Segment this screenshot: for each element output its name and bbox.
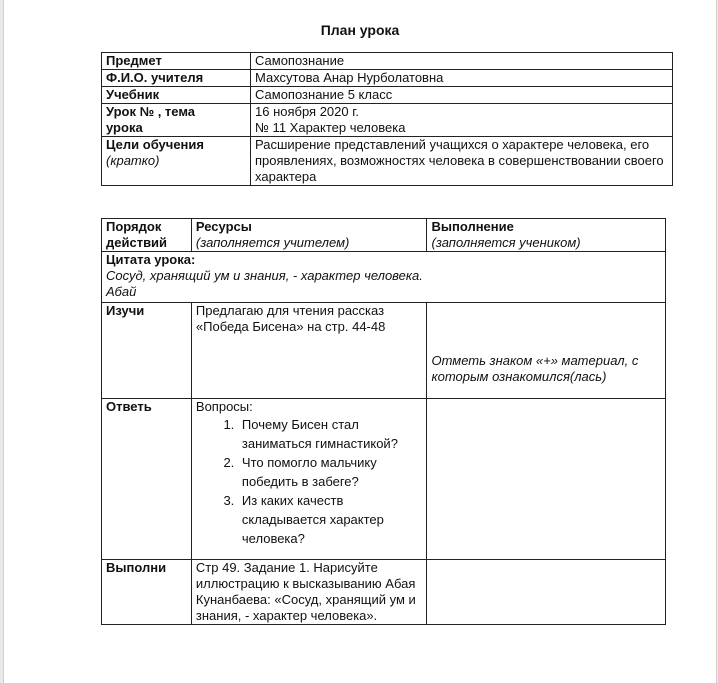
info-row-lesson [102, 104, 673, 137]
answer-execution [427, 399, 666, 560]
answer-label: Ответь [102, 399, 192, 560]
do-execution [427, 560, 666, 625]
page-title: План урока [320, 22, 400, 38]
plan-header-row [102, 219, 666, 252]
lesson-info-table [101, 52, 673, 186]
header-execution [427, 219, 666, 252]
study-execution-note: Отметь знаком «+» материал, с которым ознакомился(лась) [431, 353, 639, 384]
header-resources-hint: (заполняется учителем) [195, 235, 350, 250]
teacher-value: Махсутова Анар Нурболатовна [251, 70, 673, 87]
quote-cell [102, 252, 666, 303]
plan-do-row [102, 560, 666, 625]
lesson-plan-table [101, 218, 666, 625]
answer-resource [191, 399, 427, 560]
info-row-subject [102, 53, 673, 70]
header-order-line2: действий [106, 235, 168, 250]
info-row-goals [102, 137, 673, 186]
subject-label: Предмет [102, 53, 251, 70]
study-execution-cell [427, 303, 666, 399]
header-resources-title: Ресурсы [195, 219, 252, 234]
question-item: 3. Из каких качеств складывается характер человека? [238, 491, 423, 548]
header-resources [191, 219, 427, 252]
lesson-value [251, 104, 673, 137]
header-order-line1: Порядок [106, 219, 162, 234]
document-page [3, 0, 717, 683]
header-execution-title: Выполнение [431, 219, 514, 234]
plan-study-row [102, 303, 666, 399]
lesson-label-line1: Урок № , тема [106, 104, 196, 119]
goals-hint: (кратко) [106, 153, 160, 168]
subject-value: Самопознание [251, 53, 673, 70]
goals-label-cell [102, 137, 251, 186]
goals-value: Расширение представлений учащихся о характере человека, его проявлениях, возможностях человека в совершенствовании своего характера [251, 137, 673, 186]
plan-quote-row [102, 252, 666, 303]
info-row-teacher [102, 70, 673, 87]
question-list [196, 415, 423, 548]
answer-intro: Вопросы: [195, 399, 253, 414]
quote-label: Цитата урока: [106, 252, 196, 267]
textbook-value: Самопознание 5 класс [251, 87, 673, 104]
header-execution-hint: (заполняется учеником) [431, 235, 581, 250]
lesson-date: 16 ноября 2020 г. [255, 104, 359, 119]
goals-label: Цели обучения [106, 137, 204, 152]
question-item: 1. Почему Бисен стал заниматься гимнастикой? [238, 415, 423, 453]
info-row-textbook [102, 87, 673, 104]
quote-text: Сосуд, хранящий ум и знания, - характер человека. [106, 268, 423, 283]
textbook-label: Учебник [102, 87, 251, 104]
quote-author: Абай [106, 284, 137, 299]
study-label: Изучи [102, 303, 192, 399]
lesson-topic: № 11 Характер человека [255, 120, 406, 135]
plan-answer-row [102, 399, 666, 560]
lesson-label [102, 104, 251, 137]
do-label: Выполни [102, 560, 192, 625]
teacher-label: Ф.И.О. учителя [102, 70, 251, 87]
question-item: 2. Что помогло мальчику победить в забеге? [238, 453, 423, 491]
lesson-label-line2: урока [106, 120, 143, 135]
header-order [102, 219, 192, 252]
do-resource: Стр 49. Задание 1. Нарисуйте иллюстрацию к высказыванию Абая Кунанбаева: «Сосуд, хранящий ум и знания, - характер человека». [191, 560, 427, 625]
study-resource: Предлагаю для чтения рассказ «Победа Бисена» на стр. 44-48 [191, 303, 427, 399]
